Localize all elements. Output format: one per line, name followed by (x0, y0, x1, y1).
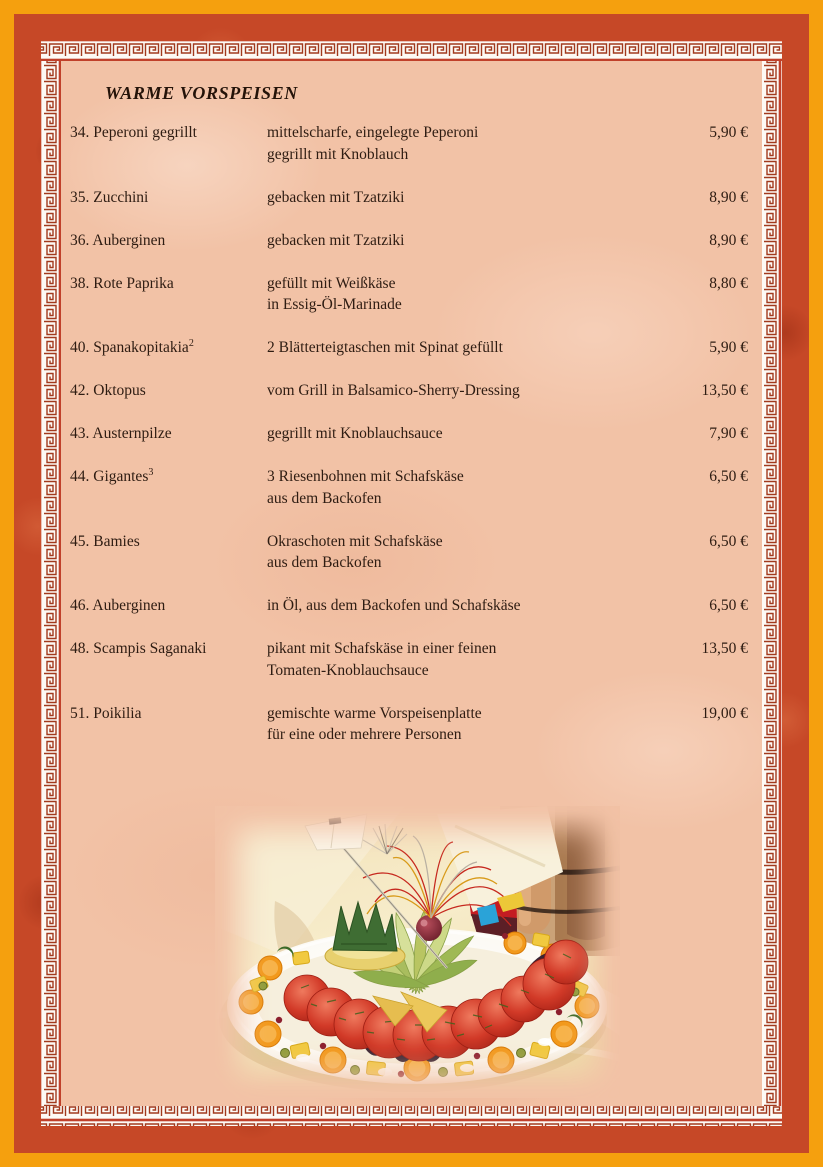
menu-item-row (70, 703, 748, 746)
menu-item-row (70, 423, 748, 445)
item-number-name: 44. Gigantes$^3$ (70, 466, 154, 485)
item-number-name: 40. Spanakopitakia$^2$ (70, 337, 194, 356)
menu-item-row (70, 638, 748, 681)
menu-item-row (70, 337, 748, 359)
menu-item-row (70, 230, 748, 252)
item-price: 6,50 € (709, 532, 748, 550)
item-description: vom Grill in Balsamico-Sherry-Dressing (267, 382, 520, 399)
menu-item-row (70, 531, 748, 574)
menu-item-row (70, 273, 748, 316)
menu-item-row (70, 595, 748, 617)
item-price: 5,90 € (709, 124, 748, 141)
menu-item-row (70, 466, 748, 509)
item-description: gemischte warme Vorspeisenplatte für eine oder mehrere Personen (267, 704, 482, 743)
menu-item-row (70, 122, 748, 165)
item-price: 19,00 € (701, 704, 748, 722)
item-description: 2 Blätterteigtaschen mit Spinat gefüllt (267, 339, 503, 356)
item-price: 8,90 € (709, 231, 748, 249)
item-number-name: 43. Austernpilze (70, 425, 172, 442)
item-number-name: 48. Scampis Saganaki (70, 640, 207, 657)
item-number-name: 38. Rote Paprika (70, 274, 174, 292)
item-number-name: 42. Oktopus (70, 382, 146, 399)
menu-item-row (70, 187, 748, 209)
appetizer-platter-photo (215, 806, 620, 1098)
item-price: 6,50 € (709, 468, 748, 485)
item-price: 13,50 € (701, 640, 748, 657)
item-price: 7,90 € (709, 425, 748, 442)
item-description: mittelscharfe, eingelegte Peperoni gegrillt mit Knoblauch (267, 124, 479, 163)
item-price: 8,90 € (709, 188, 748, 206)
menu-content-area (61, 61, 762, 1106)
item-price: 6,50 € (709, 597, 748, 614)
item-description: gefüllt mit Weißkäse in Essig-Öl-Marinade (267, 274, 402, 313)
item-description: 3 Riesenbohnen mit Schafskäse aus dem Backofen (267, 468, 464, 507)
item-price: 8,80 € (709, 274, 748, 292)
item-price: 13,50 € (701, 382, 748, 399)
item-number-name: 35. Zucchini (70, 188, 149, 206)
item-description: pikant mit Schafskäse in einer feinen Tomaten-Knoblauchsauce (267, 640, 497, 679)
item-price: 5,90 € (709, 339, 748, 356)
menu-item-row (70, 380, 748, 402)
item-number-name: 46. Auberginen (70, 597, 166, 614)
item-number-name: 36. Auberginen (70, 231, 166, 249)
menu-item-list (61, 122, 762, 746)
item-description: in Öl, aus dem Backofen und Schafskäse (267, 597, 521, 614)
item-description: gegrillt mit Knoblauchsauce (267, 425, 443, 442)
item-number-name: 45. Bamies (70, 532, 140, 550)
item-description: gebacken mit Tzatziki (267, 231, 405, 249)
item-description: gebacken mit Tzatziki (267, 188, 405, 206)
item-description: Okraschoten mit Schafskäse aus dem Backofen (267, 532, 443, 571)
item-number-name: 34. Peperoni gegrillt (70, 124, 197, 141)
item-number-name: 51. Poikilia (70, 704, 142, 722)
section-title: WARME VORSPEISEN (105, 83, 298, 103)
